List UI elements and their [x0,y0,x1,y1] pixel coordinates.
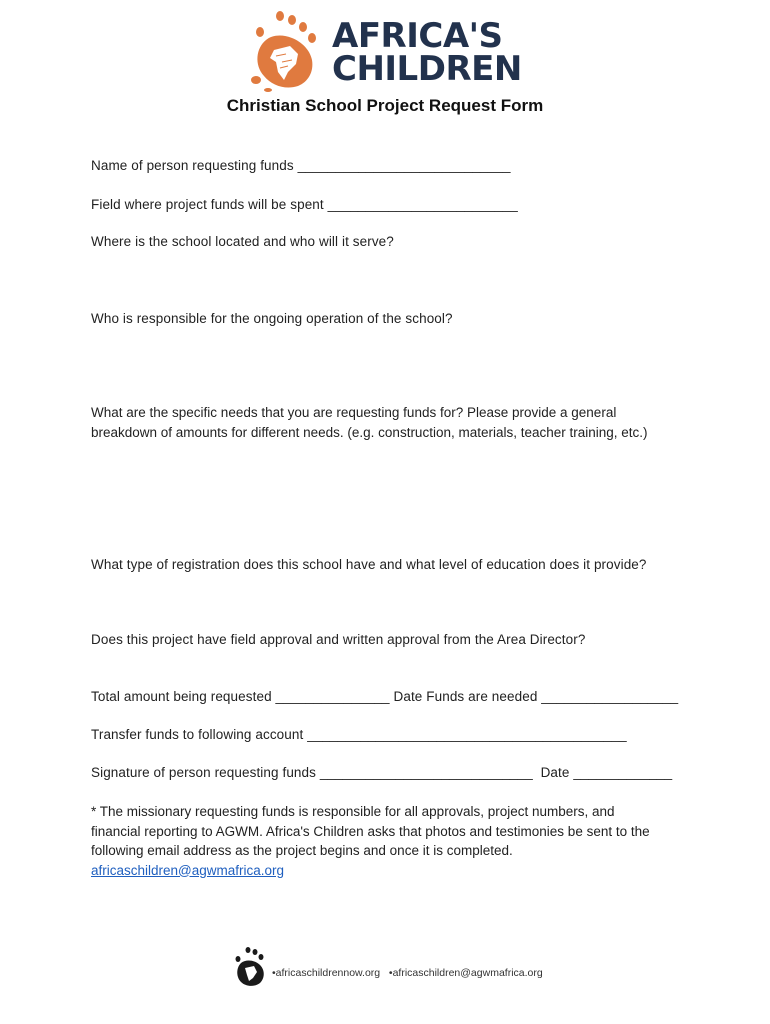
field-name-label: Name of person requesting funds ____________________________ [91,158,511,173]
handprint-icon [232,946,270,988]
note-line-2: financial reporting to AGWM. Africa's Children asks that photos and testimonies be sent to the [91,823,650,839]
note-line-3: following email address as the project begins and once it is completed. [91,843,513,858]
brand-line-2: CHILDREN [332,49,522,89]
africas-children-logo [246,10,536,92]
field-transfer-label: Transfer funds to following account __________________________________________ [91,727,627,742]
field-signature-label: Signature of person requesting funds ____________________________ Date _____________ [91,765,673,780]
question-needs-line-2: breakdown of amounts for different needs. (e.g. construction, materials, teacher training, etc.) [91,424,648,440]
question-needs [91,403,691,442]
page-title: Christian School Project Request Form [226,96,544,115]
field-location-label: Field where project funds will be spent _________________________ [91,197,518,212]
handprint-africa-icon [246,10,330,92]
field-total-amount-label: Total amount being requested _______________ Date Funds are needed __________________ [91,689,679,704]
question-registration: What type of registration does this school have and what level of education does it provide? [91,557,647,572]
question-school-location: Where is the school located and who will it serve? [91,234,394,249]
email-link[interactable]: africaschildren@agwmafrica.org [91,862,285,878]
note-line-1: * The missionary requesting funds is responsible for all approvals, project numbers, and [91,804,615,819]
brand-wordmark [332,16,522,89]
brand-line-1: AFRICA'S [332,16,503,56]
footer-contact: •africaschildrennow.org •africaschildren@agwmafrica.org [272,967,543,979]
footer [232,946,572,990]
question-approval: Does this project have field approval and written approval from the Area Director? [91,632,586,647]
question-responsible: Who is responsible for the ongoing operation of the school? [91,311,453,326]
question-needs-line-1: What are the specific needs that you are requesting funds for? Please provide a general [91,405,617,420]
responsibility-note [91,802,691,880]
